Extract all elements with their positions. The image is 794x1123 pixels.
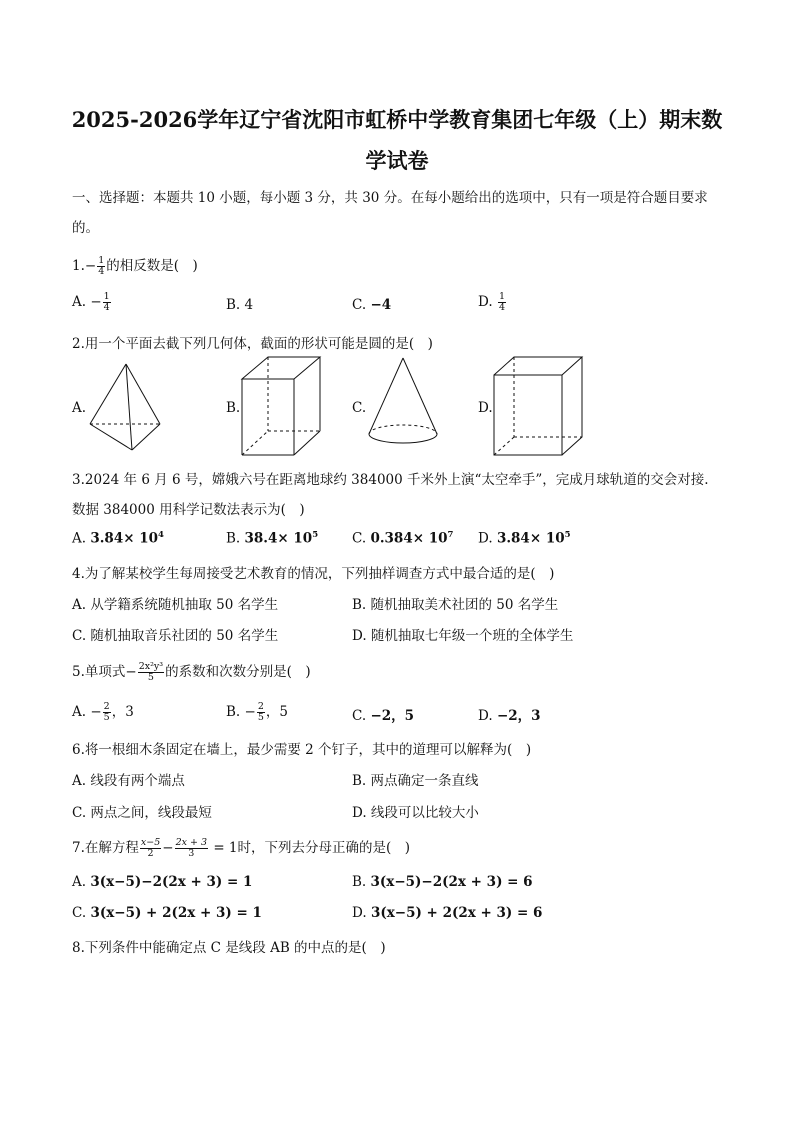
question-7-option-b: B. 3(x−5)−2(2x + 3) = 6: [352, 874, 533, 890]
question-1-stem: 1.− $\frac{1}{4}$ 的相反数是( ): [72, 255, 198, 277]
question-2-option-d: D.: [478, 400, 493, 416]
question-4-option-b: B. 随机抽取美术社团的 50 名学生: [352, 597, 559, 613]
question-7-stem: 7.在解方程 $\frac{x-5}{2}$ − $\frac{2x + 3}{3}$ = 1时，下列去分母正确的是( ): [72, 837, 411, 859]
triangular-prism-icon: [240, 355, 324, 457]
question-2-option-b: B.: [226, 400, 241, 416]
question-1-option-d: D. $\frac{1}{4}$: [478, 291, 505, 313]
question-7-option-d: D. 3(x−5) + 2(2x + 3) = 6: [352, 905, 543, 921]
cube-icon: [492, 355, 584, 457]
question-3-stem-line2: 数据 384000 用科学记数法表示为( ): [72, 502, 305, 518]
tetrahedron-icon: [86, 362, 166, 456]
question-1-option-b: B. 4: [226, 297, 254, 313]
question-3-option-a: A. $3.84\times 10^4$: [72, 530, 164, 547]
question-5-option-c: C. −2，5: [352, 708, 415, 724]
question-7-option-a: A. 3(x−5)−2(2x + 3) = 1: [72, 874, 253, 890]
question-2-stem: 2.用一个平面去截下列几何体，截面的形状可能是圆的是( ): [72, 336, 433, 352]
question-5-stem: 5.单项式− $\frac{\text{2x²y³}}{5}$ 的系数和次数分别是( ): [72, 661, 311, 683]
question-1-option-a: A. − $\frac{1}{4}$: [72, 291, 110, 313]
question-6-option-a: A. 线段有两个端点: [72, 773, 185, 789]
question-6-option-d: D. 线段可以比较大小: [352, 805, 479, 821]
question-2-option-c: C.: [352, 400, 367, 416]
question-3-stem-line1: 3.2024 年 6 月 6 号，嫦娥六号在距离地球约 384000 千米外上演“太空牵手”，完成月球轨道的交会对接.: [72, 472, 709, 488]
question-3-option-c: C. $0.384\times 10^7$: [352, 530, 454, 547]
question-3-option-b: B. $38.4\times 10^5$: [226, 530, 319, 547]
question-5-option-b: B. − $\frac{2}{5}$ ，5: [226, 701, 288, 723]
exam-title-line1: 2025-2026学年辽宁省沈阳市虹桥中学教育集团七年级（上）期末数: [71, 107, 723, 132]
question-4-option-d: D. 随机抽取七年级一个班的全体学生: [352, 628, 574, 644]
question-4-option-a: A. 从学籍系统随机抽取 50 名学生: [72, 597, 279, 613]
question-2-option-a: A.: [72, 400, 87, 416]
question-4-option-c: C. 随机抽取音乐社团的 50 名学生: [72, 628, 279, 644]
question-6-option-b: B. 两点确定一条直线: [352, 773, 479, 789]
question-4-stem: 4.为了解某校学生每周接受艺术教育的情况，下列抽样调查方式中最合适的是( ): [72, 566, 555, 582]
question-7-option-c: C. 3(x−5) + 2(2x + 3) = 1: [72, 905, 262, 921]
question-3-option-d: D. $3.84\times 10^5$: [478, 530, 571, 547]
question-6-option-c: C. 两点之间，线段最短: [72, 805, 212, 821]
question-8-stem: 8.下列条件中能确定点 C 是线段 AB 的中点的是( ): [72, 940, 386, 956]
exam-title-line2: 学试卷: [365, 148, 429, 173]
fraction: $\frac{1}{4}$: [98, 255, 105, 277]
question-6-stem: 6.将一根细木条固定在墙上，最少需要 2 个钉子，其中的道理可以解释为( ): [72, 742, 532, 758]
question-5-option-d: D. −2，3: [478, 708, 541, 724]
section-heading-line2: 的。: [72, 220, 99, 236]
question-1-option-c: C. −4: [352, 297, 392, 313]
section-heading-line1: 一、选择题：本题共 10 小题，每小题 3 分，共 30 分。在每小题给出的选项中，只有一项是符合题目要求: [72, 190, 708, 206]
question-5-option-a: A. − $\frac{2}{5}$ ，3: [72, 701, 134, 723]
cone-icon: [366, 356, 440, 446]
